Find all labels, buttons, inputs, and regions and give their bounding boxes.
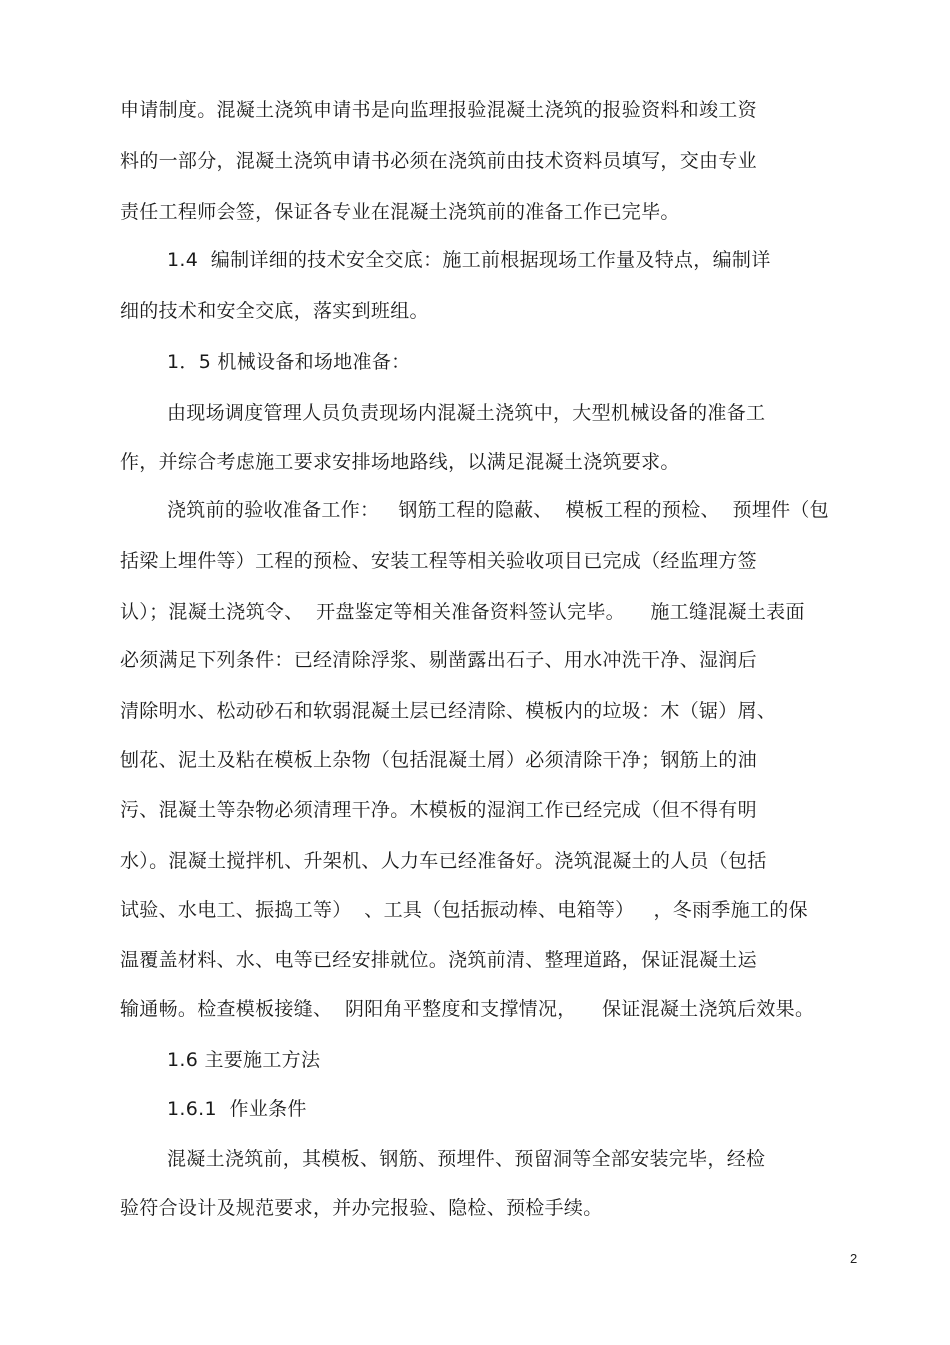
text-line: 括梁上埋件等）工程的预检、安装工程等相关验收项目已完成（经监理方签 — [120, 550, 757, 572]
page-number: 2 — [850, 1251, 858, 1266]
text-line: 清除明水、松动砂石和软弱混凝土层已经清除、模板内的垃圾：木（锯）屑、 — [120, 700, 777, 722]
text-line: 由现场调度管理人员负责现场内混凝土浇筑中，大型机械设备的准备工 — [167, 402, 766, 424]
text-line: 水）。混凝土搅拌机、升架机、人力车已经准备好。浇筑混凝土的人员（包括 — [120, 850, 767, 872]
text-line: 细的技术和安全交底，落实到班组。 — [120, 300, 429, 322]
text-line: 混凝土浇筑前，其模板、钢筋、预埋件、预留洞等全部安装完毕，经检 — [167, 1148, 766, 1170]
text-line: 认）；混凝土浇筑令、 开盘鉴定等相关准备资料签认完毕。 施工缝混凝土表面 — [120, 601, 805, 623]
text-line: 输通畅。检查模板接缝、 阴阳角平整度和支撑情况， 保证混凝土浇筑后效果。 — [120, 998, 815, 1020]
text-line: 污、混凝土等杂物必须清理干净。木模板的湿润工作已经完成（但不得有明 — [120, 799, 757, 821]
subsection-heading-1-6-1: 1.6.1 作业条件 — [167, 1098, 307, 1120]
text-line: 试验、水电工、振捣工等） 、工具（包括振动棒、电箱等） ，冬雨季施工的保 — [120, 899, 808, 921]
text-line: 申请制度。混凝土浇筑申请书是向监理报验混凝土浇筑的报验资料和竣工资 — [120, 99, 757, 121]
section-heading-1-6: 1.6 主要施工方法 — [167, 1049, 321, 1071]
section-heading-1-4: 1.4 编制详细的技术安全交底：施工前根据现场工作量及特点，编制详 — [167, 249, 771, 271]
text-line: 温覆盖材料、水、电等已经安排就位。浇筑前清、整理道路，保证混凝土运 — [120, 949, 757, 971]
text-line: 必须满足下列条件：已经清除浮浆、剔凿露出石子、用水冲洗干净、湿润后 — [120, 649, 757, 671]
text-line: 料的一部分，混凝土浇筑申请书必须在浇筑前由技术资料员填写，交由专业 — [120, 150, 757, 172]
text-line: 刨花、泥土及粘在模板上杂物（包括混凝土屑）必须清除干净；钢筋上的油 — [120, 749, 757, 771]
text-line: 验符合设计及规范要求，并办完报验、隐检、预检手续。 — [120, 1197, 603, 1219]
text-line: 责任工程师会签，保证各专业在混凝土浇筑前的准备工作已完毕。 — [120, 201, 680, 223]
text-line: 浇筑前的验收准备工作： 钢筋工程的隐蔽、 模板工程的预检、 预埋件（包 — [167, 499, 829, 521]
text-line: 作，并综合考虑施工要求安排场地路线，以满足混凝土浇筑要求。 — [120, 451, 680, 473]
section-heading-1-5: 1．5 机械设备和场地准备： — [167, 351, 411, 373]
